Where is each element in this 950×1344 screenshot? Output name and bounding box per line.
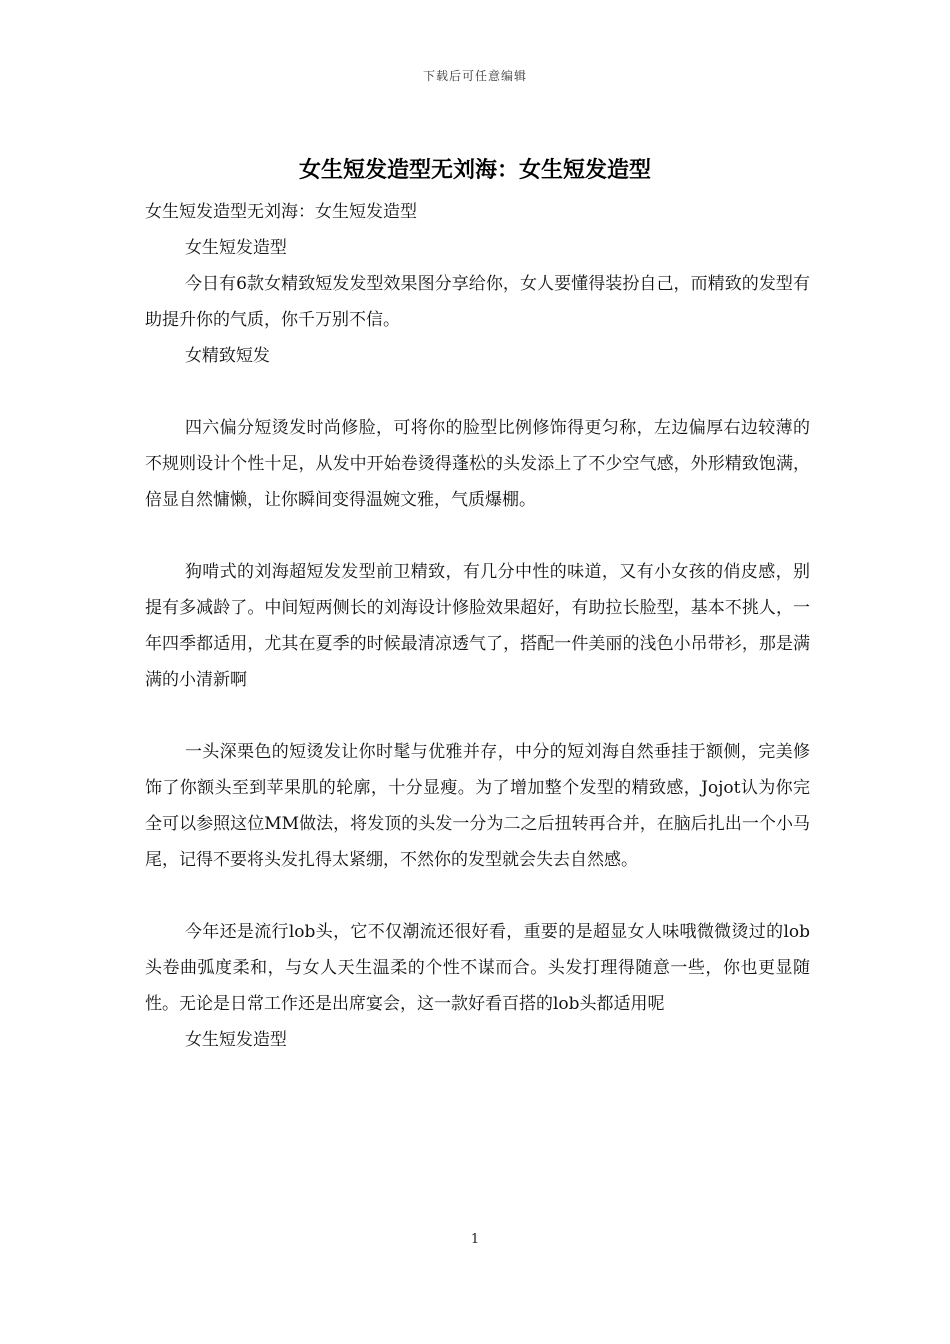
document-body [145,194,810,1058]
body-paragraph: 狗啃式的刘海超短发发型前卫精致，有几分中性的味道，又有小女孩的俏皮感，别提有多减龄了。中间短两侧长的刘海设计修脸效果超好，有助拉长脸型，基本不挑人，一年四季都适用，尤其在夏季的时候最清凉透气了，搭配一件美丽的浅色小吊带衫，那是满满的小清新啊 [145,562,810,690]
intro-paragraph: 今日有6款女精致短发发型效果图分享给你，女人要懂得装扮自己，而精致的发型有助提升你的气质，你千万别不信。 [145,274,810,330]
subtitle-line: 女生短发造型无刘海：女生短发造型 [145,202,417,222]
body-paragraph: 四六偏分短烫发时尚修脸，可将你的脸型比例修饰得更匀称，左边偏厚右边较薄的不规则设计个性十足，从发中开始卷烫得蓬松的头发添上了不少空气感，外形精致饱满，倍显自然慵懒，让你瞬间变得温婉文雅，气质爆棚。 [145,418,810,510]
section-heading: 女精致短发 [184,346,270,366]
image-placeholder-gap [145,698,810,734]
image-placeholder-gap [145,518,810,554]
section-heading: 女生短发造型 [184,238,287,258]
page-number: 1 [470,1232,480,1247]
header-note: 下载后可任意编辑 [422,69,527,83]
document-title: 女生短发造型无刘海：女生短发造型 [298,157,651,183]
image-placeholder-gap [145,374,810,410]
image-placeholder-gap [145,878,810,914]
section-heading: 女生短发造型 [184,1030,287,1050]
body-paragraph: 一头深栗色的短烫发让你时髦与优雅并存，中分的短刘海自然垂挂于额侧，完美修饰了你额头至到苹果肌的轮廓，十分显瘦。为了增加整个发型的精致感，Jojot认为你完全可以参照这位MM做法，将发顶的头发一分为二之后扭转再合并，在脑后扎出一个小马尾，记得不要将头发扎得太紧绷，不然你的发型就会失去自然感。 [145,742,810,870]
body-paragraph: 今年还是流行lob头，它不仅潮流还很好看，重要的是超显女人味哦微微烫过的lob头卷曲弧度柔和，与女人天生温柔的个性不谋而合。头发打理得随意一些，你也更显随性。无论是日常工作还是出席宴会，这一款好看百搭的lob头都适用呢 [145,922,810,1014]
